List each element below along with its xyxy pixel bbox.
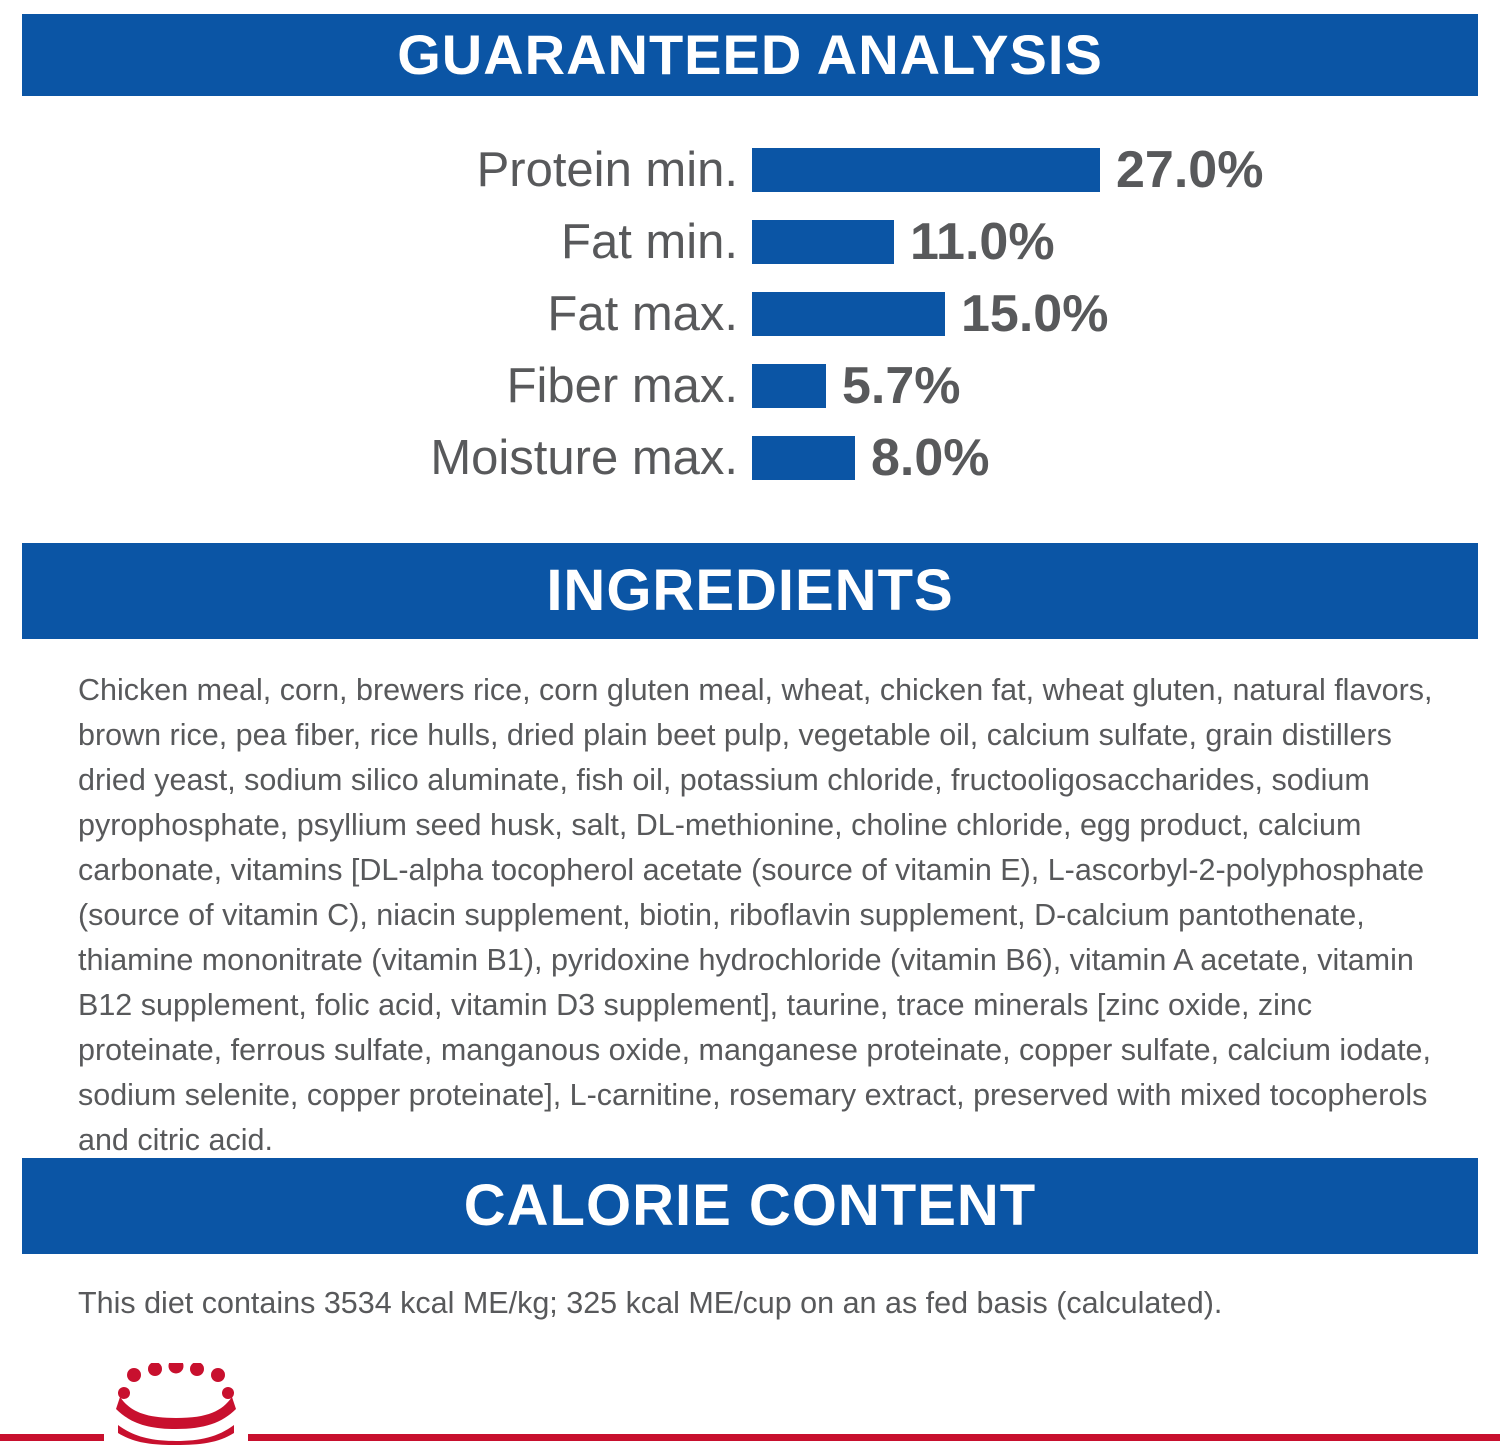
guaranteed-analysis-header: GUARANTEED ANALYSIS (22, 14, 1478, 96)
analysis-row (22, 422, 1478, 494)
footer-rule-right (248, 1434, 1500, 1441)
analysis-label: Moisture max. (430, 431, 738, 485)
analysis-row (22, 278, 1478, 350)
analysis-label: Fat min. (561, 215, 738, 269)
calorie-content-body: This diet contains 3534 kcal ME/kg; 325 kcal ME/cup on an as fed basis (calculated). (78, 1286, 1223, 1320)
analysis-bar-group (752, 356, 961, 416)
calorie-content-header: CALORIE CONTENT (22, 1158, 1478, 1254)
footer-rule-left (0, 1434, 104, 1441)
analysis-value: 5.7% (842, 357, 961, 415)
analysis-value: 15.0% (961, 285, 1109, 343)
analysis-bar (752, 364, 826, 408)
ingredients-header: INGREDIENTS (22, 543, 1478, 639)
analysis-row (22, 206, 1478, 278)
ingredients-body: Chicken meal, corn, brewers rice, corn gluten meal, wheat, chicken fat, wheat gluten, natural flavors, brown rice, pea fiber, rice hulls, dried plain beet pulp, vegetable oil, calcium sulfate, grain distillers dried yeast, sodium silico aluminate, fish oil, potassium chloride, fructooligosaccharides, sodium pyrophosphate, psyllium seed husk, salt, DL-methionine, choline chloride, egg product, calcium carbonate, vitamins [DL-alpha tocopherol acetate (source of vitamin E), L-ascorbyl-2-polyphosphate (source of vitamin C), niacin supplement, biotin, riboflavin supplement, D-calcium pantothenate, thiamine mononitrate (vitamin B1), pyridoxine hydrochloride (vitamin B6), vitamin A acetate, vitamin B12 supplement, folic acid, vitamin D3 supplement], taurine, trace minerals [zinc oxide, zinc proteinate, ferrous sulfate, manganous oxide, manganese proteinate, copper sulfate, calcium iodate, sodium selenite, copper proteinate], L-carnitine, rosemary extract, preserved with mixed tocopherols and citric acid. (78, 673, 1433, 1157)
analysis-value: 27.0% (1116, 141, 1264, 199)
analysis-row (22, 134, 1478, 206)
analysis-bar-group (752, 212, 1055, 272)
analysis-label: Protein min. (476, 143, 738, 197)
analysis-bar-group (752, 140, 1263, 200)
guaranteed-analysis-chart (22, 134, 1478, 494)
analysis-value: 11.0% (910, 213, 1055, 271)
analysis-bar (752, 292, 945, 336)
footer (0, 1347, 1500, 1455)
analysis-bar-group (752, 428, 990, 488)
analysis-label: Fiber max. (506, 359, 738, 413)
analysis-label: Fat max. (547, 287, 738, 341)
royal-canin-crown-logo-icon (104, 1363, 248, 1445)
analysis-bar (752, 148, 1100, 192)
analysis-value: 8.0% (871, 429, 990, 487)
analysis-bar-group (752, 284, 1108, 344)
analysis-bar (752, 220, 894, 264)
analysis-row (22, 350, 1478, 422)
analysis-bar (752, 436, 855, 480)
